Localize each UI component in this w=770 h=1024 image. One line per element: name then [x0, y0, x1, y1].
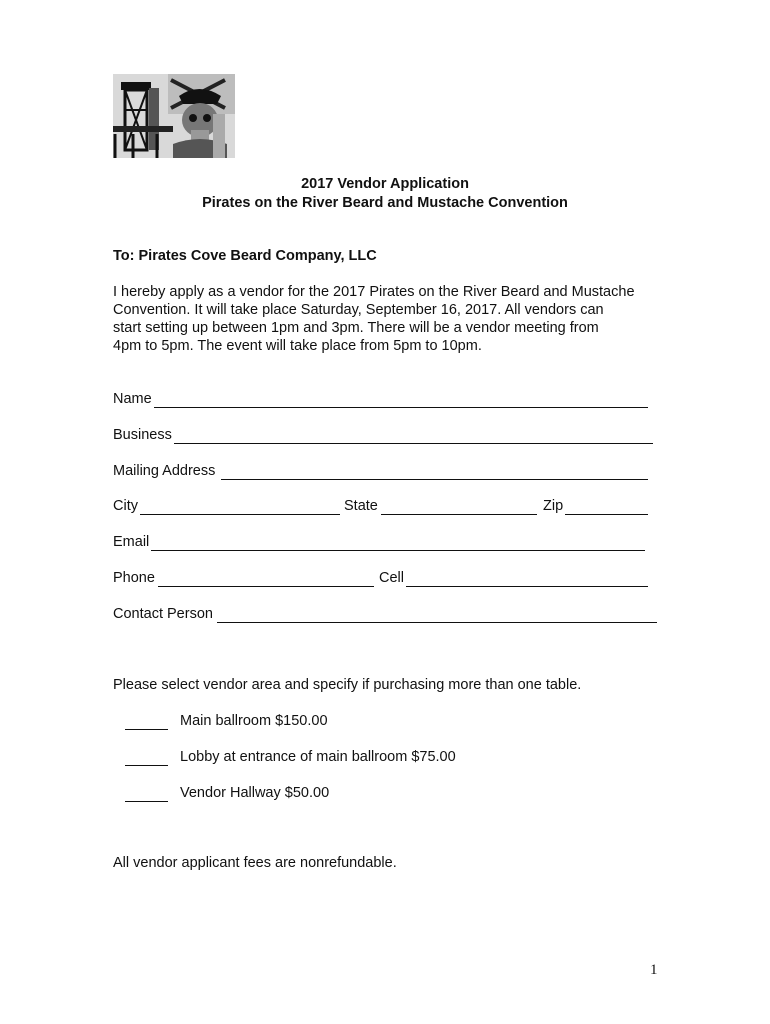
main-ballroom-quantity-field[interactable]: [125, 713, 168, 730]
zip-label: Zip: [543, 498, 564, 514]
state-label: State: [344, 498, 378, 514]
lobby-option: Lobby at entrance of main ballroom $75.00: [180, 749, 456, 765]
main-ballroom-option: Main ballroom $150.00: [180, 713, 328, 729]
cell-label: Cell: [379, 570, 404, 586]
phone-field[interactable]: [158, 570, 374, 587]
state-field[interactable]: [381, 498, 537, 515]
lobby-quantity-field[interactable]: [125, 749, 168, 766]
vendor-hallway-option: Vendor Hallway $50.00: [180, 785, 330, 801]
form-title: 2017 Vendor Application: [301, 176, 469, 192]
business-label: Business: [113, 427, 172, 443]
mailing-address-field[interactable]: [221, 463, 648, 480]
intro-line: start setting up between 1pm and 3pm. There will be a vendor meeting from: [113, 320, 599, 336]
phone-label: Phone: [113, 570, 155, 586]
vendor-area-prompt: Please select vendor area and specify if purchasing more than one table.: [113, 677, 582, 693]
intro-line: Convention. It will take place Saturday, September 16, 2017. All vendors can: [113, 302, 604, 318]
vendor-hallway-quantity-field[interactable]: [125, 785, 168, 802]
email-field[interactable]: [151, 534, 645, 551]
cell-field[interactable]: [406, 570, 648, 587]
business-field[interactable]: [174, 427, 653, 444]
contact-person-label: Contact Person: [113, 606, 213, 622]
zip-field[interactable]: [565, 498, 648, 515]
intro-line: 4pm to 5pm. The event will take place from 5pm to 10pm.: [113, 338, 482, 354]
city-field[interactable]: [140, 498, 340, 515]
intro-paragraph: [113, 283, 673, 355]
mailing-address-label: Mailing Address: [113, 463, 216, 479]
name-field[interactable]: [154, 391, 648, 408]
name-label: Name: [113, 391, 152, 407]
page-number: 1: [650, 962, 658, 978]
nonrefundable-note: All vendor applicant fees are nonrefundable.: [113, 855, 397, 871]
recipient-line: To: Pirates Cove Beard Company, LLC: [113, 248, 377, 264]
intro-line: I hereby apply as a vendor for the 2017 Pirates on the River Beard and Mustache: [113, 284, 635, 300]
pirate-logo-icon: [113, 74, 235, 158]
event-subtitle: Pirates on the River Beard and Mustache Convention: [202, 195, 568, 211]
city-label: City: [113, 498, 138, 514]
contact-person-field[interactable]: [217, 606, 657, 623]
email-label: Email: [113, 534, 150, 550]
